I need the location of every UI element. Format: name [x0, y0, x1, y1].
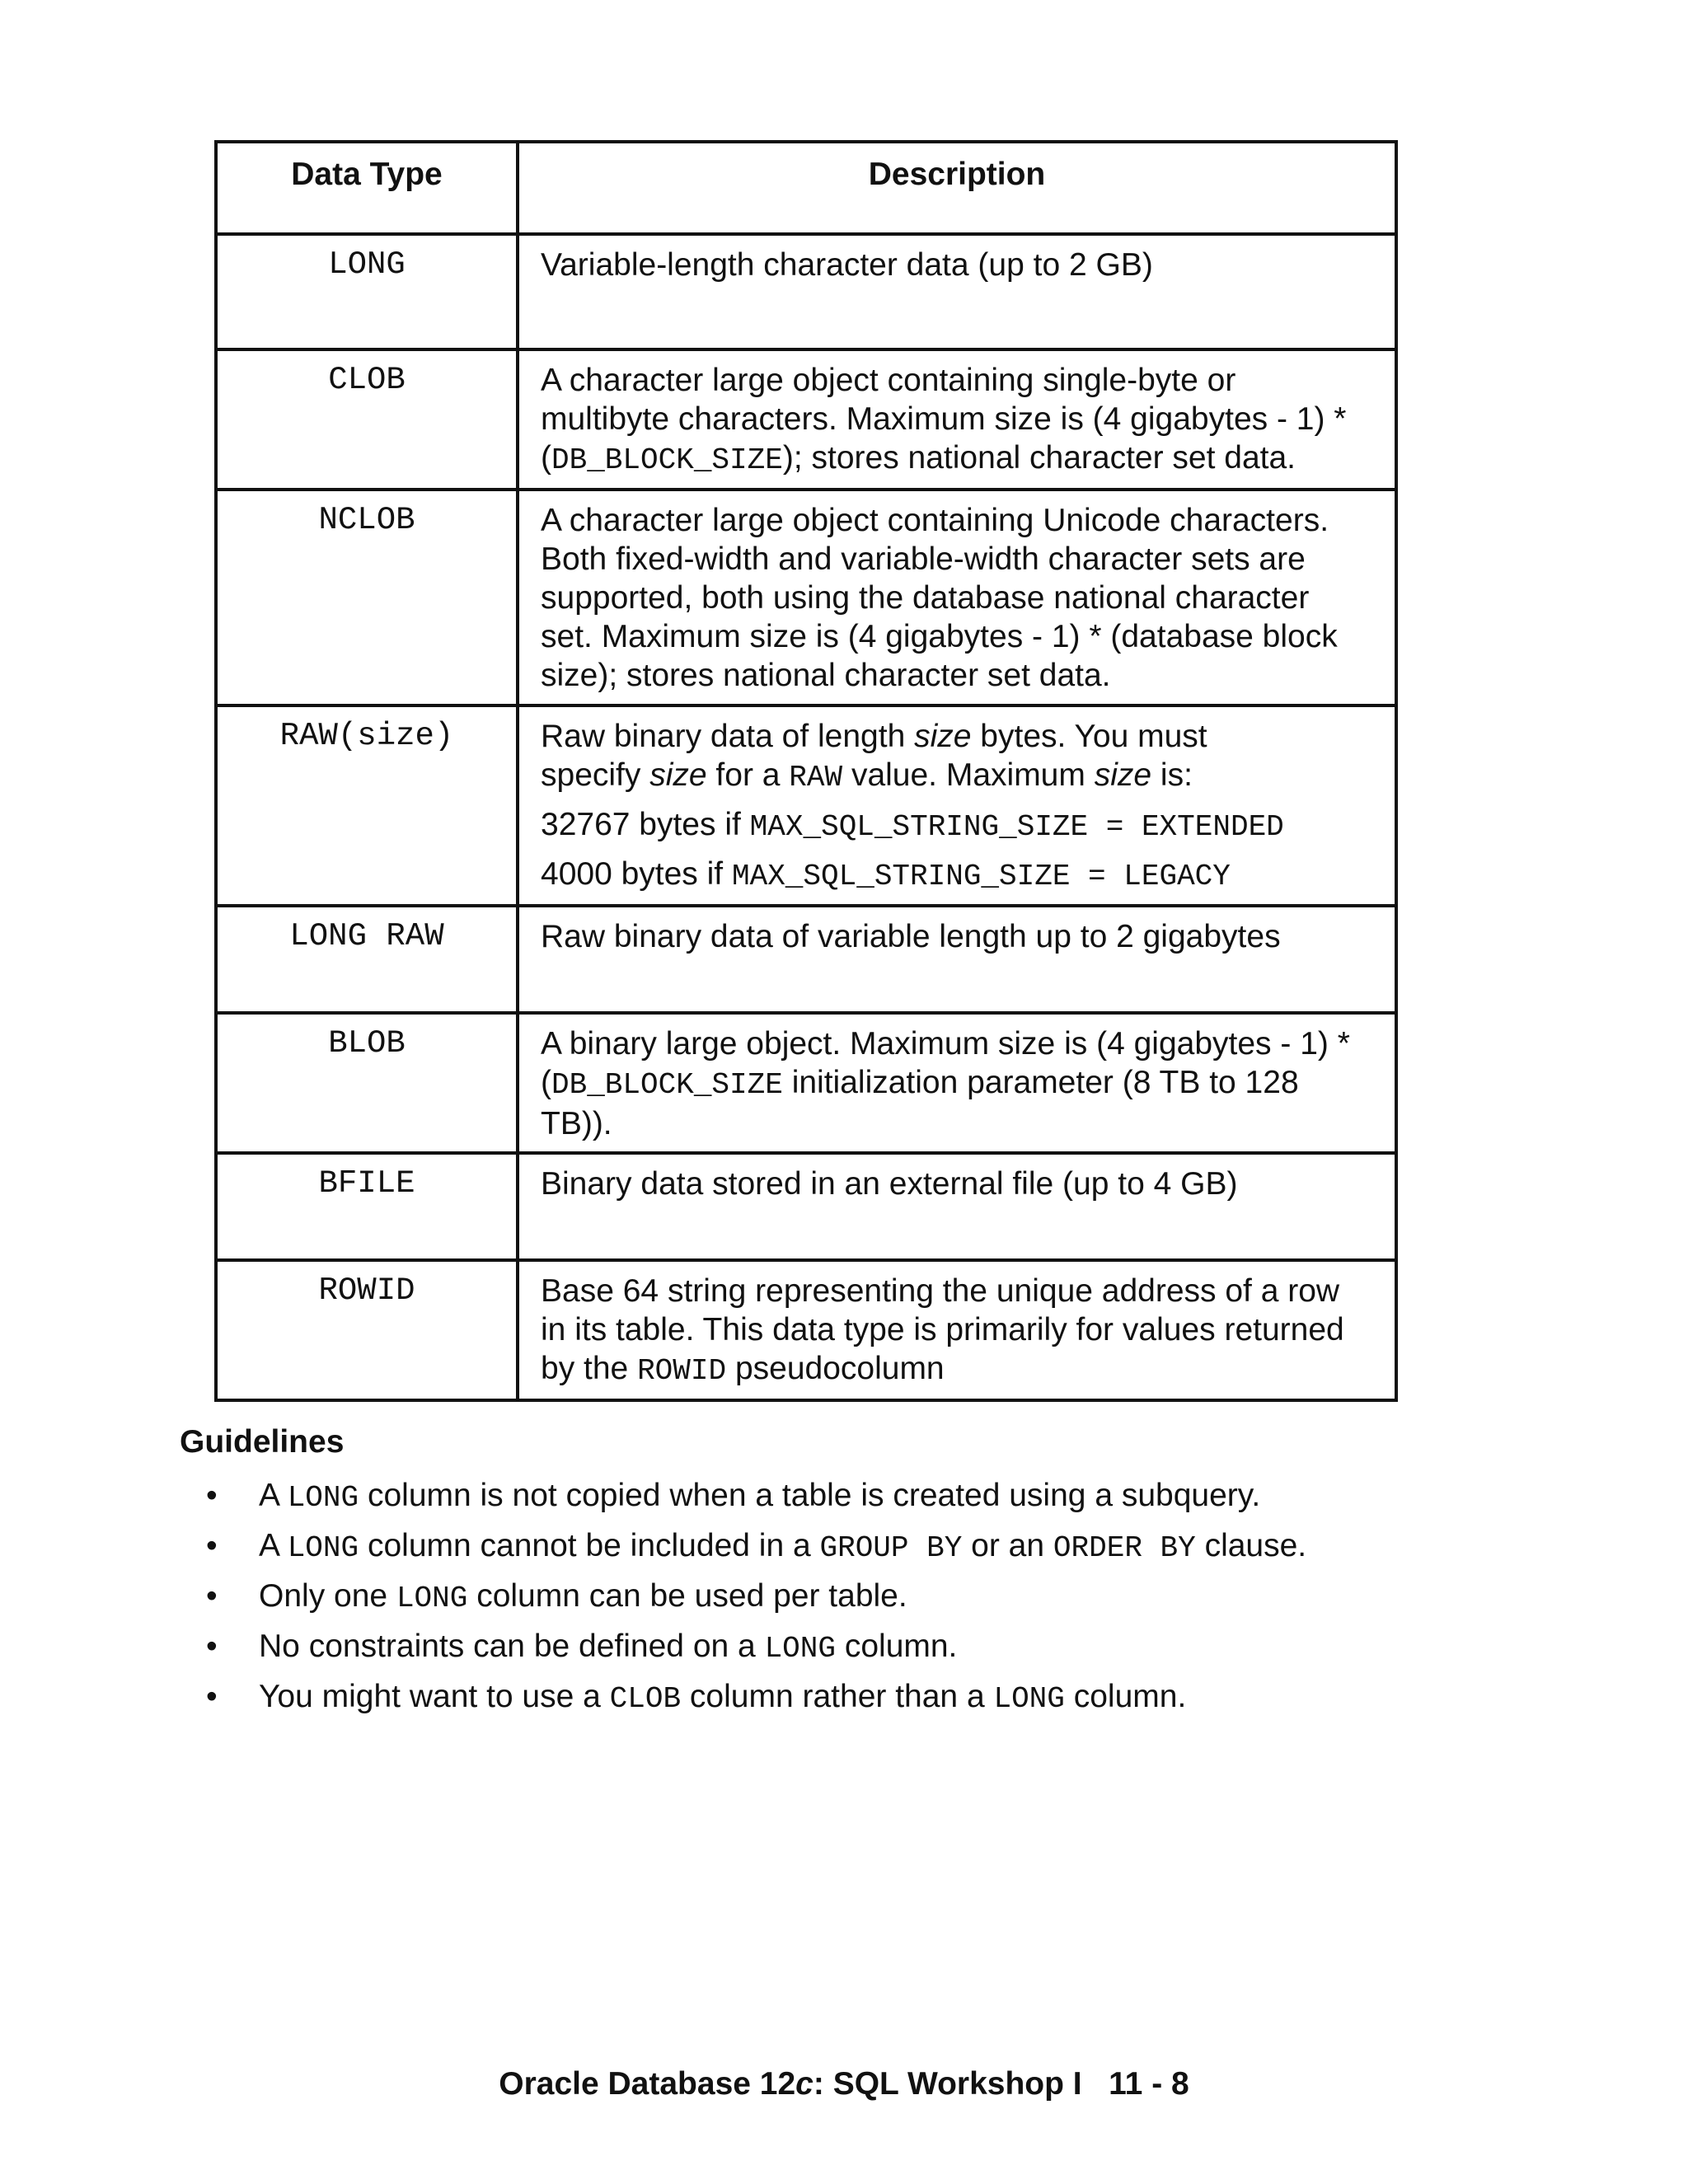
description-cell: Raw binary data of length size bytes. You must specify size for a RAW value. Maximum size is: 32767 bytes if MAX_SQL_STRING_SIZE = EXTENDED 4000 bytes if MAX_SQL_STRING_SIZE = LEGACY — [518, 705, 1396, 906]
list-item: • A LONG column cannot be included in a GROUP BY or an ORDER BY clause. — [180, 1522, 1581, 1572]
table-row — [216, 234, 1396, 349]
guidelines-section — [180, 1421, 1581, 1723]
type-cell: NCLOB — [216, 490, 518, 705]
header-data-type: Data Type — [216, 142, 518, 234]
table-row — [216, 349, 1396, 490]
data-types-table — [214, 140, 1398, 1402]
description-cell: Binary data stored in an external file (up to 4 GB) — [518, 1153, 1396, 1260]
table-header-row — [216, 142, 1396, 234]
table-row — [216, 490, 1396, 705]
description-cell: A character large object containing single-byte or multibyte characters. Maximum size is (4 gigabytes - 1) * (DB_BLOCK_SIZE); stores national character set data. — [518, 349, 1396, 490]
description-cell: Raw binary data of variable length up to 2 gigabytes — [518, 906, 1396, 1013]
description-cell: Base 64 string representing the unique address of a row in its table. This data type is primarily for values returned by the ROWID pseudocolumn — [518, 1260, 1396, 1400]
type-cell: CLOB — [216, 349, 518, 490]
list-item: • You might want to use a CLOB column rather than a LONG column. — [180, 1673, 1581, 1723]
type-cell: BLOB — [216, 1013, 518, 1153]
table-row — [216, 906, 1396, 1013]
guidelines-list — [180, 1472, 1581, 1723]
type-cell: RAW(size) — [216, 705, 518, 906]
list-item: • No constraints can be defined on a LONG column. — [180, 1623, 1581, 1673]
type-cell: BFILE — [216, 1153, 518, 1260]
description-cell: A binary large object. Maximum size is (4 gigabytes - 1) * (DB_BLOCK_SIZE initialization parameter (8 TB to 128 TB)). — [518, 1013, 1396, 1153]
bullet-icon: • — [206, 1478, 218, 1513]
page-footer: Oracle Database 12c: SQL Workshop I 11 - 8 — [499, 2066, 1189, 2102]
type-cell: LONG — [216, 234, 518, 349]
list-item: • Only one LONG column can be used per table. — [180, 1572, 1581, 1623]
header-description: Description — [518, 142, 1396, 234]
description-cell: A character large object containing Unicode characters. Both fixed-width and variable-width character sets are supported, both using the database national character set. Maximum size is (4 gigabytes - 1) * (database block size); stores national character set data. — [518, 490, 1396, 705]
type-cell: LONG RAW — [216, 906, 518, 1013]
table-row — [216, 1013, 1396, 1153]
bullet-icon: • — [206, 1629, 218, 1664]
list-item: • A LONG column is not copied when a table is created using a subquery. — [180, 1472, 1581, 1522]
type-cell: ROWID — [216, 1260, 518, 1400]
table-row — [216, 705, 1396, 906]
table-row — [216, 1153, 1396, 1260]
bullet-icon: • — [206, 1679, 218, 1714]
bullet-icon: • — [206, 1578, 218, 1614]
description-cell: Variable-length character data (up to 2 GB) — [518, 234, 1396, 349]
bullet-icon: • — [206, 1528, 218, 1563]
guidelines-title: Guidelines — [180, 1424, 345, 1460]
table-row — [216, 1260, 1396, 1400]
